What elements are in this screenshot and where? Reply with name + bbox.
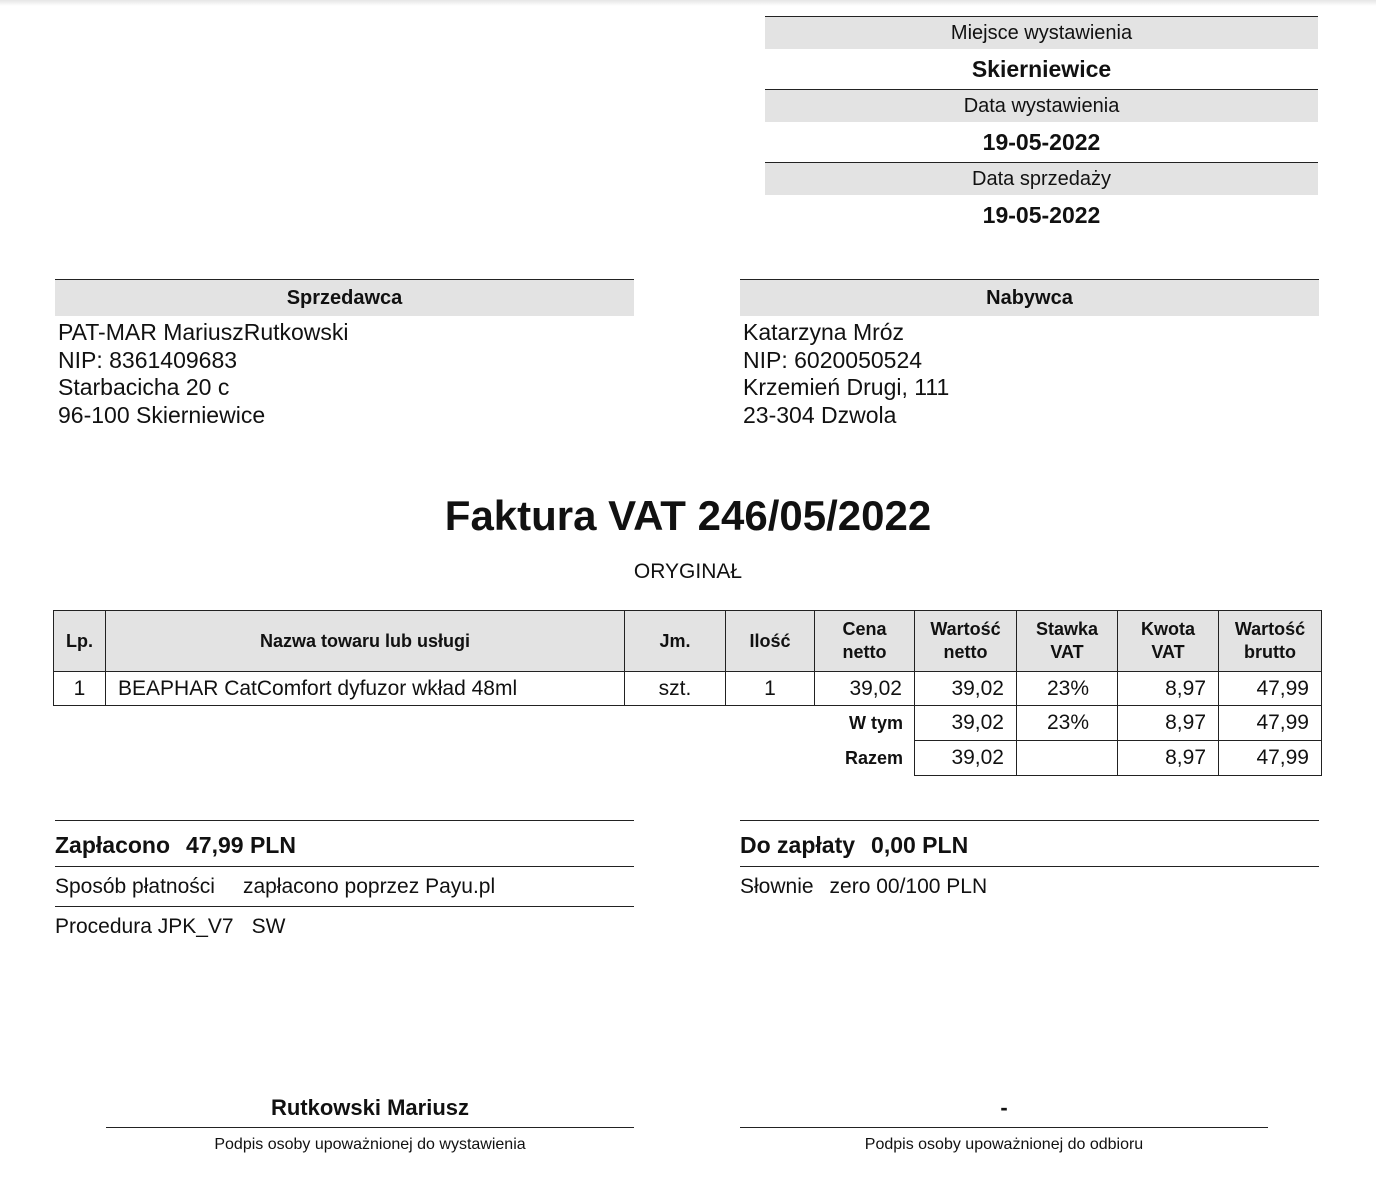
buyer-block <box>740 279 1319 429</box>
invoice-title: Faktura VAT 246/05/2022 <box>444 492 932 539</box>
in-which-vat-amount: 8,97 <box>1118 706 1219 741</box>
seller-city: 96-100 Skierniewice <box>58 401 266 428</box>
cell-net-value: 39,02 <box>915 672 1017 706</box>
cell-lp: 1 <box>54 672 106 706</box>
col-header-qty: Ilość <box>726 611 815 672</box>
cell-vat-rate: 23% <box>1017 672 1118 706</box>
col-header-name: Nazwa towaru lub usługi <box>106 611 625 672</box>
buyer-name: Katarzyna Mróz <box>743 319 905 345</box>
cell-net-price: 39,02 <box>815 672 915 706</box>
jpk-row <box>55 907 634 947</box>
payment-method-label: Sposób płatności <box>55 875 215 898</box>
copy-type: ORYGINAŁ <box>633 560 743 583</box>
total-vat-amount: 8,97 <box>1118 741 1219 776</box>
seller-name: PAT-MAR MariuszRutkowski <box>58 319 349 345</box>
payment-summary <box>55 820 634 947</box>
total-gross-value: 47,99 <box>1219 741 1322 776</box>
col-header-net-value: Wartość netto <box>915 611 1017 672</box>
seller-heading: Sprzedawca <box>55 279 634 316</box>
in-which-row <box>54 706 1322 741</box>
in-words-value: zero 00/100 PLN <box>829 875 988 898</box>
jpk-label: Procedura JPK_V7 <box>55 915 234 938</box>
buyer-heading: Nabywca <box>740 279 1319 316</box>
issuer-caption: Podpis osoby upoważnionej do wystawienia <box>214 1136 526 1153</box>
col-header-net-price: Cena netto <box>815 611 915 672</box>
table-row <box>54 672 1322 706</box>
paid-label: Zapłacono <box>55 832 171 858</box>
in-which-vat-rate: 23% <box>1017 706 1118 741</box>
items-table <box>53 610 1322 776</box>
due-label: Do zapłaty <box>740 832 856 858</box>
issuer-name: Rutkowski Mariusz <box>106 1092 634 1128</box>
cell-qty: 1 <box>726 672 815 706</box>
due-value: 0,00 PLN <box>871 832 969 858</box>
issue-date-value: 19-05-2022 <box>982 129 1101 155</box>
receiver-name: - <box>740 1092 1268 1128</box>
payment-method-row <box>55 867 634 907</box>
buyer-street: Krzemień Drugi, 111 <box>743 374 950 400</box>
place-value: Skierniewice <box>971 56 1112 82</box>
due-line <box>740 820 1319 867</box>
col-header-vat-rate: Stawka VAT <box>1017 611 1118 672</box>
amount-due-summary <box>740 820 1319 907</box>
receiver-caption: Podpis osoby upoważnionej do odbioru <box>864 1136 1144 1153</box>
sale-date-label: Data sprzedaży <box>765 162 1318 195</box>
buyer-nip: NIP: 6020050524 <box>743 346 923 373</box>
total-label: Razem <box>844 747 903 768</box>
col-header-gross-value: Wartość brutto <box>1219 611 1322 672</box>
receiver-signature <box>740 1092 1268 1162</box>
buyer-city: 23-304 Dzwola <box>743 401 897 428</box>
issuer-signature <box>106 1092 634 1162</box>
cell-vat-amount: 8,97 <box>1118 672 1219 706</box>
sale-date-value: 19-05-2022 <box>982 202 1101 228</box>
col-header-vat-amount: Kwota VAT <box>1118 611 1219 672</box>
table-header-row <box>54 611 1322 672</box>
cell-gross-value: 47,99 <box>1219 672 1322 706</box>
in-words-row <box>740 867 1319 907</box>
total-vat-rate <box>1017 741 1118 776</box>
seller-street: Starbacicha 20 c <box>58 374 230 400</box>
top-shadow <box>0 0 1376 6</box>
jpk-value: SW <box>251 915 286 938</box>
col-header-unit: Jm. <box>625 611 726 672</box>
payment-method-value: zapłacono poprzez Payu.pl <box>242 875 496 898</box>
seller-block <box>55 279 634 429</box>
issue-date-label: Data wystawienia <box>765 89 1318 122</box>
cell-unit: szt. <box>625 672 726 706</box>
in-which-net-value: 39,02 <box>915 706 1017 741</box>
paid-value: 47,99 PLN <box>186 832 296 858</box>
place-label: Miejsce wystawienia <box>765 16 1318 49</box>
seller-nip: NIP: 8361409683 <box>58 346 238 373</box>
invoice-meta <box>765 16 1318 235</box>
total-row <box>54 741 1322 776</box>
in-words-label: Słownie <box>740 875 814 898</box>
cell-name: BEAPHAR CatComfort dyfuzor wkład 48ml <box>106 672 625 706</box>
in-which-label: W tym <box>849 712 903 733</box>
in-which-gross-value: 47,99 <box>1219 706 1322 741</box>
paid-line <box>55 820 634 867</box>
col-header-lp: Lp. <box>54 611 106 672</box>
total-net-value: 39,02 <box>915 741 1017 776</box>
